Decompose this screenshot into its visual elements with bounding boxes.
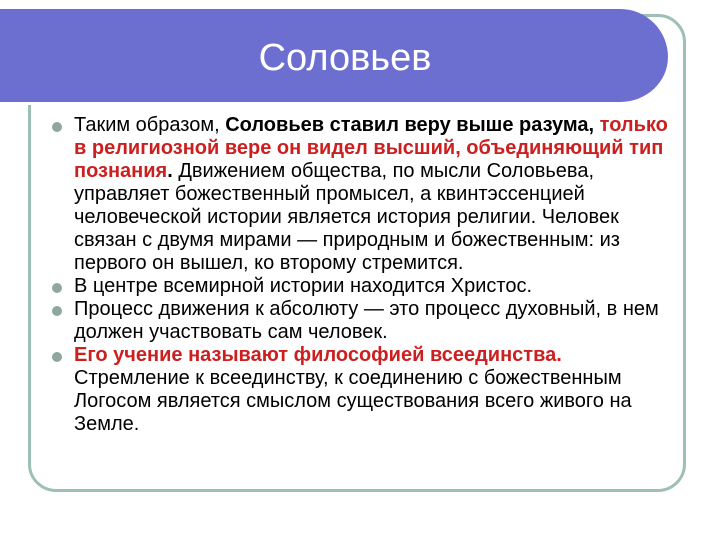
text-run: Стремление к всеединству, к соединению с божественным Логосом является смыслом существования всего живого на Земле.: [74, 367, 632, 435]
bullet-icon: [52, 122, 62, 132]
bold-text-run: .: [167, 160, 173, 182]
text-run: Процесс движения к абсолюту — это процесс духовный, в нем должен участвовать сам человек.: [74, 298, 659, 343]
highlighted-text-run: только в религиозной вере он видел высший, объединяющий тип познания: [74, 114, 668, 182]
bullet-icon: [52, 283, 62, 293]
bullet-item: [52, 298, 682, 344]
bullet-icon: [52, 352, 62, 362]
bullet-item: [52, 344, 682, 436]
bullet-item: [52, 114, 682, 275]
highlighted-text-run: Его учение называют философией всеединства.: [74, 344, 562, 366]
bullet-icon: [52, 306, 62, 316]
bold-text-run: Соловьев ставил веру выше разума,: [225, 114, 600, 136]
bullet-item: [52, 275, 682, 298]
bullet-list: [52, 114, 682, 436]
text-run: В центре всемирной истории находится Христос.: [74, 275, 533, 297]
title-banner: [0, 9, 668, 105]
text-run: Движением общества, по мысли Соловьева, управляет божественный промысел, а квинтэссенцией человеческой истории является история религии. Человек связан с двумя мирами — природным и божественным: из первого он вышел, ко второму стремится.: [74, 160, 620, 274]
slide-title: Соловьев: [258, 37, 432, 79]
text-run: Таким образом,: [74, 114, 226, 136]
